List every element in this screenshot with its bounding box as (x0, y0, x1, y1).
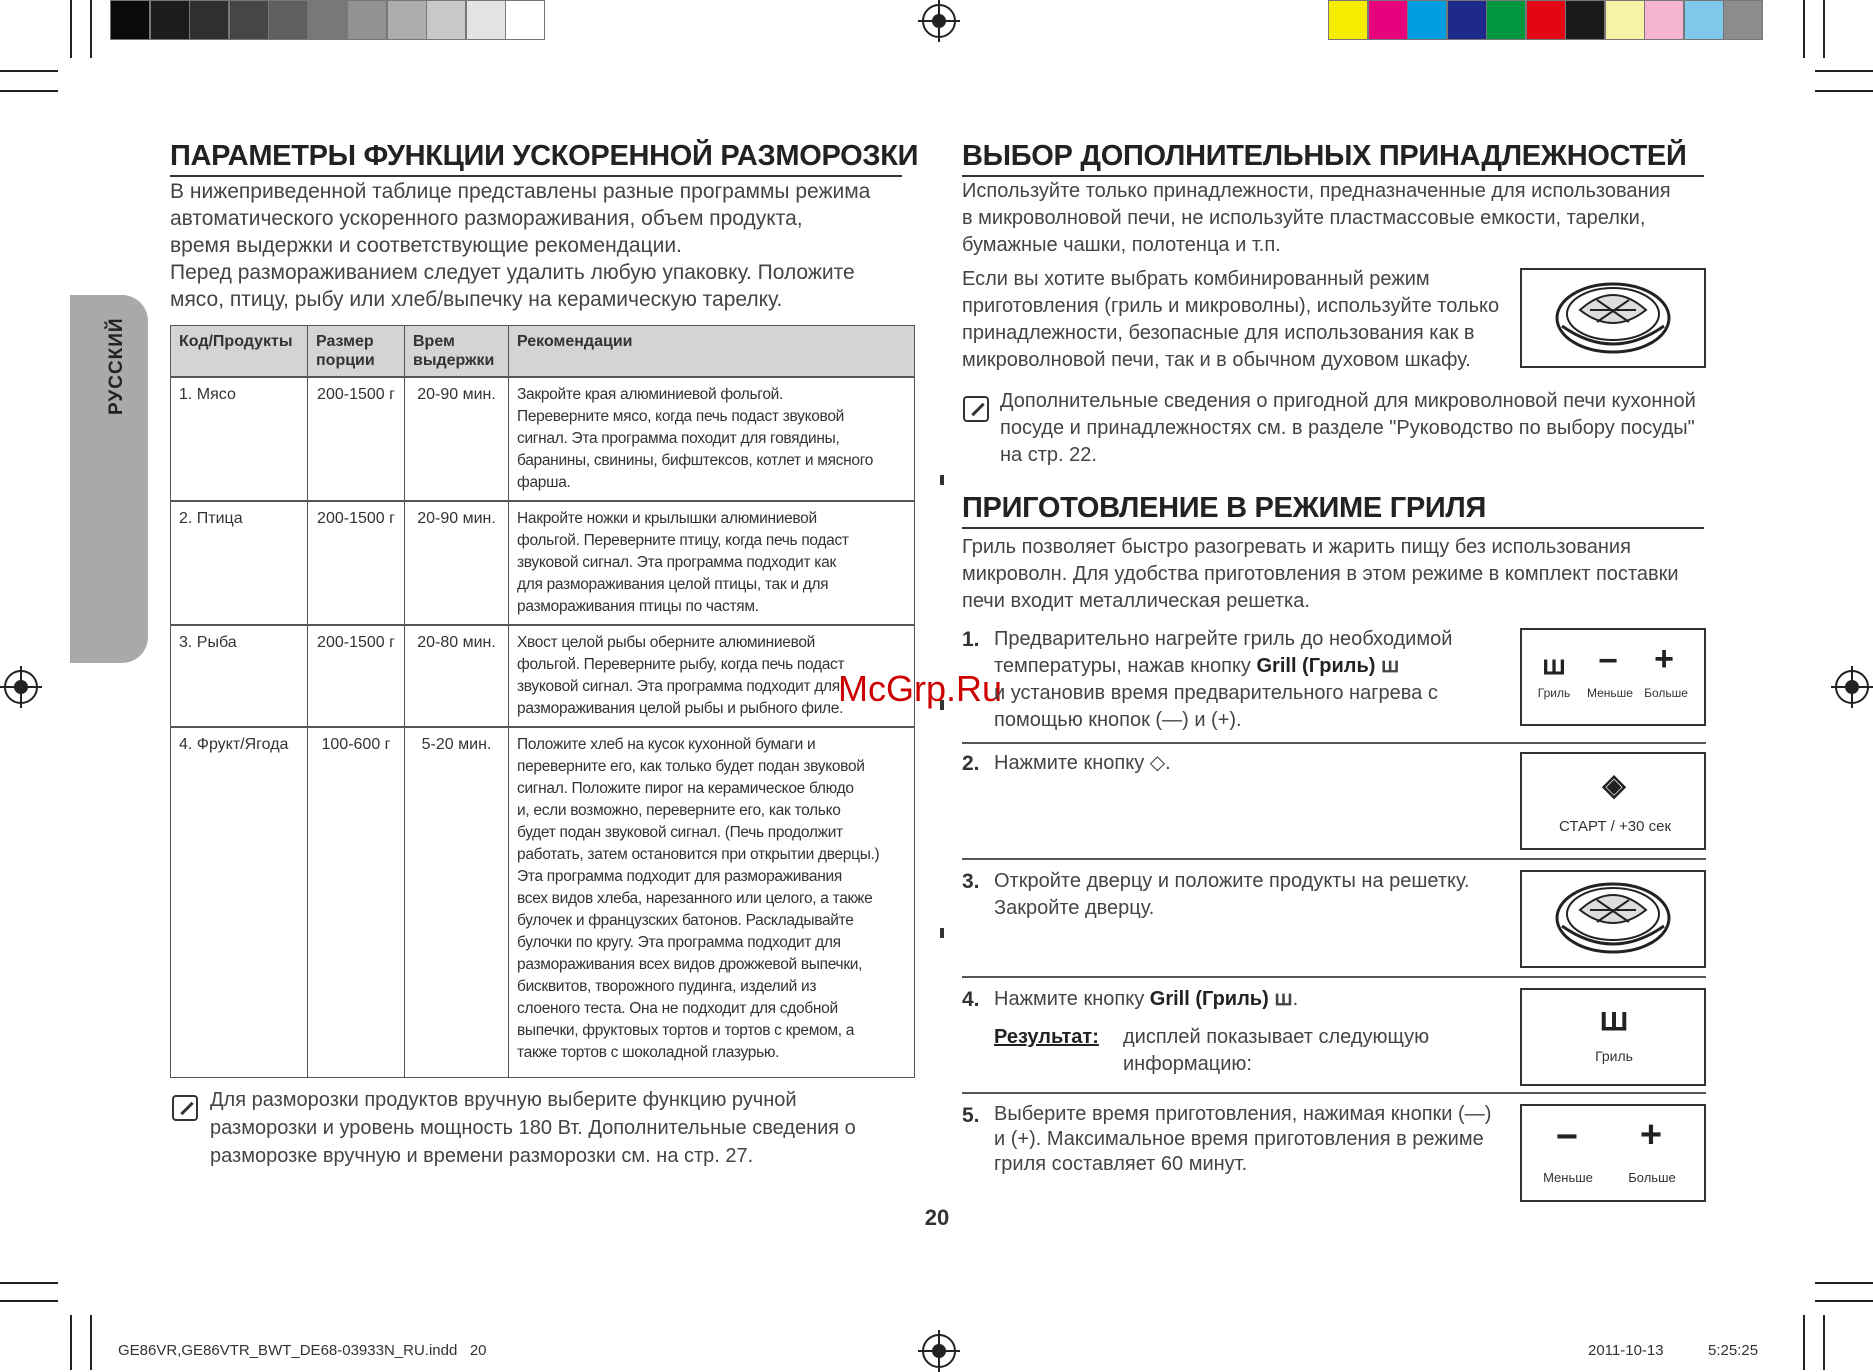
accessories-p2: Если вы хотите выбрать комбинированный режим приготовления (гриль и микроволны), используйте только принадлежности, безопасные для использования как в микроволновой печи, так и в обычном духовом шкафу. (962, 268, 1500, 371)
table-row (171, 625, 915, 727)
rec-line: фольгой. Переверните птицу, когда печь подаст (517, 532, 849, 549)
crop-mark (90, 0, 92, 58)
table-row (171, 727, 915, 1077)
start-button-panel (1520, 752, 1706, 850)
cell-size: 200-1500 г (308, 501, 405, 625)
color-swatch (1605, 0, 1645, 40)
step-number: 2. (962, 752, 980, 775)
result-text: дисплей показывает следующую информацию: (1123, 1026, 1430, 1075)
time-buttons-panel (1520, 1104, 1706, 1202)
cell-recommendation (509, 377, 915, 501)
rec-line: также тортов с шоколадной глазурью. (517, 1044, 780, 1061)
cell-size: 200-1500 г (308, 377, 405, 501)
minus-icon[interactable]: − (1598, 642, 1618, 680)
crop-mark (1803, 1315, 1805, 1370)
grill-label: Гриль (1595, 1048, 1633, 1064)
rec-line: Закройте края алюминиевой фольгой. (517, 386, 784, 403)
rec-line: Хвост целой рыбы оберните алюминиевой (517, 634, 816, 651)
rec-line: и, если возможно, переверните его, как только (517, 802, 841, 819)
gray-swatch (229, 0, 269, 40)
note-icon (172, 1095, 198, 1121)
rec-line: размораживания птицы по частям. (517, 598, 759, 615)
rec-line: бисквитов, творожного пудинга, изделий из (517, 978, 817, 995)
divider-mark (940, 475, 944, 485)
footer-file: GE86VR,GE86VTR_BWT_DE68-03933N_RU.indd 20 (118, 1342, 487, 1359)
color-swatch (1328, 0, 1368, 40)
registration-mark-icon (922, 1334, 956, 1368)
step-number: 5. (962, 1104, 980, 1127)
registration-mark-icon (4, 670, 38, 704)
rec-line: слоеного теста. Она не подходит для сдобной (517, 1000, 838, 1017)
crop-mark (1803, 0, 1805, 58)
crop-mark (1815, 70, 1873, 72)
color-swatch (1723, 0, 1763, 40)
crop-mark (1823, 0, 1825, 58)
cell-code: 1. Мясо (171, 377, 308, 501)
step-5-text: Выберите время приготовления, нажимая кнопки (—) и (+). Максимальное время приготовления в режиме гриля составляет 60 минут. (994, 1103, 1492, 1175)
rec-line: Положите хлеб на кусок кухонной бумаги и (517, 736, 816, 753)
grill-icon[interactable]: ꟺ (1542, 650, 1566, 680)
gray-swatch (347, 0, 387, 40)
defrost-title: ПАРАМЕТРЫ ФУНКЦИИ УСКОРЕННОЙ РАЗМОРОЗКИ (170, 140, 902, 177)
watermark: McGrp.Ru (838, 668, 1003, 709)
divider-mark (940, 928, 944, 938)
language-label: РУССКИЙ (106, 317, 127, 415)
rec-line: переверните его, как только будет подан звуковой (517, 758, 865, 775)
dish-image-box (1520, 870, 1706, 968)
color-swatch (1447, 0, 1487, 40)
minus-icon[interactable]: − (1555, 1116, 1579, 1158)
rec-line: выпечки, фруктовых тортов и тортов с кремом, а (517, 1022, 855, 1039)
grill-icon: ꟺ (1599, 1001, 1629, 1037)
col-code: Код/Продукты (171, 326, 308, 378)
more-label: Больше (1628, 1170, 1676, 1185)
cell-time: 20-90 мин. (405, 377, 509, 501)
gray-swatch (150, 0, 190, 40)
cell-code: 2. Птица (171, 501, 308, 625)
grill-display-panel (1520, 988, 1706, 1086)
cell-code: 3. Рыба (171, 625, 308, 727)
step-number: 3. (962, 870, 980, 893)
crop-mark (0, 1282, 58, 1284)
accessories-note: Дополнительные сведения о пригодной для микроволновой печи кухонной посуде и принадлежностях см. в разделе "Руководство по выбору посуды" на стр. 22. (1000, 390, 1696, 466)
col-time: Врем выдержки (405, 326, 509, 378)
rec-line: размораживания целой рыбы и рыбного филе. (517, 700, 844, 717)
grill-buttons-panel (1520, 628, 1706, 726)
step-3-text: Откройте дверцу и положите продукты на решетку. Закройте дверцу. (994, 870, 1470, 919)
rec-line: булочки по кругу. Эта программа подходит для (517, 934, 841, 951)
cell-recommendation (509, 727, 915, 1077)
registration-mark-icon (922, 4, 956, 38)
accessories-title: ВЫБОР ДОПОЛНИТЕЛЬНЫХ ПРИНАДЛЕЖНОСТЕЙ (962, 140, 1704, 177)
footer-date: 2011-10-13 (1588, 1342, 1664, 1359)
less-label: Меньше (1543, 1170, 1593, 1185)
cell-size: 200-1500 г (308, 625, 405, 727)
dish-icon (1522, 270, 1704, 366)
gray-swatch (189, 0, 229, 40)
step-number: 4. (962, 988, 980, 1011)
step-2-text: Нажмите кнопку ◇. (994, 752, 1171, 774)
gray-swatch (308, 0, 348, 40)
crop-mark (1815, 1300, 1873, 1302)
gray-swatch (268, 0, 308, 40)
rec-line: Переверните мясо, когда печь подаст звуковой (517, 408, 844, 425)
rec-line: сигнал. Положите пирог на керамическое блюдо (517, 780, 854, 797)
rec-line: звуковой сигнал. Эта программа подходит как (517, 554, 836, 571)
start-label: СТАРТ / +30 сек (1558, 818, 1672, 835)
crop-mark (70, 0, 72, 58)
color-swatch (1684, 0, 1724, 40)
footer-time: 5:25:25 (1708, 1342, 1759, 1359)
note-icon (963, 396, 989, 422)
page-number: 20 (924, 1205, 950, 1230)
color-swatch (1407, 0, 1447, 40)
color-swatch (1368, 0, 1408, 40)
step-divider (962, 858, 1706, 860)
rec-line: фарша. (517, 474, 571, 491)
gray-swatch (387, 0, 427, 40)
step-number: 1. (962, 628, 980, 651)
gray-swatch (110, 0, 150, 40)
color-swatch (1486, 0, 1526, 40)
step-divider (962, 1092, 1706, 1094)
color-swatch (1644, 0, 1684, 40)
rec-line: Эта программа подходит для размораживания (517, 868, 842, 885)
cell-time: 5-20 мин. (405, 727, 509, 1077)
crop-mark (1815, 1282, 1873, 1284)
cell-time: 20-90 мин. (405, 501, 509, 625)
plus-icon[interactable]: + (1639, 1114, 1663, 1156)
crop-mark (1823, 1315, 1825, 1370)
rec-line: сигнал. Эта программа походит для говядины, (517, 430, 840, 447)
gray-swatch (426, 0, 466, 40)
defrost-note: Для разморозки продуктов вручную выберите функцию ручной разморозки и уровень мощность 180 Вт. Дополнительные сведения о разморозке вручную и времени разморозки см. на стр. 27. (210, 1089, 856, 1167)
crop-mark (0, 90, 58, 92)
color-swatch (1565, 0, 1605, 40)
gray-swatch (466, 0, 506, 40)
col-size: Размер порции (308, 326, 405, 378)
step-1-text: Предварительно нагрейте гриль до необходимой температуры, нажав кнопку Grill (Гриль) ꟺ и установив время предварительного нагрева с помощью кнопок (—) и (+). (994, 628, 1453, 731)
more-label: Больше (1644, 686, 1688, 700)
cell-size: 100-600 г (308, 727, 405, 1077)
less-label: Меньше (1587, 686, 1633, 700)
crop-mark (1815, 90, 1873, 92)
table-row (171, 377, 915, 501)
gray-swatch (505, 0, 545, 40)
rec-line: для размораживания целой птицы, так и для (517, 576, 829, 593)
accessories-p1: Используйте только принадлежности, предназначенные для использования в микроволновой печи, не используйте пластмассовые емкости, тарелки, бумажные чашки, полотенца и т.п. (962, 180, 1671, 256)
table-header-row (171, 326, 915, 378)
table-row (171, 501, 915, 625)
rec-line: будет подан звуковой сигнал. (Печь продолжит (517, 824, 843, 841)
step-divider (962, 976, 1706, 978)
rec-line: баранины, свинины, бифштексов, котлет и мясного (517, 452, 874, 469)
result-label: Результат: (994, 1026, 1099, 1048)
defrost-intro: В нижеприведенной таблице представлены разные программы режима автоматического ускоренного размораживания, объем продукта, время выдержки и соответствующие рекомендации. Перед размораживанием следует удалить любую упаковку. Положите мясо, птицу, рыбу или хлеб/выпечку на керамическую тарелку. (170, 180, 871, 311)
start-icon[interactable]: ◈ (1602, 769, 1626, 802)
step-4-text: Нажмите кнопку Grill (Гриль) ꟺ. (994, 988, 1299, 1010)
rec-line: фольгой. Переверните рыбу, когда печь подаст (517, 656, 845, 673)
defrost-table (170, 325, 915, 1078)
step-divider (962, 742, 1706, 744)
rec-line: размораживания всех видов дрожжевой выпечки, (517, 956, 863, 973)
rec-line: булочек и французских батонов. Раскладывайте (517, 912, 854, 929)
color-swatch (1526, 0, 1566, 40)
crop-mark (70, 1315, 72, 1370)
grill-title: ПРИГОТОВЛЕНИЕ В РЕЖИМЕ ГРИЛЯ (962, 492, 1704, 529)
grill-label: Гриль (1537, 686, 1571, 700)
cell-recommendation (509, 501, 915, 625)
crop-mark (90, 1315, 92, 1370)
dish-image-box (1520, 268, 1706, 368)
cell-time: 20-80 мин. (405, 625, 509, 727)
rec-line: всех видов хлеба, нарезанного или целого, а также (517, 890, 873, 907)
grill-intro: Гриль позволяет быстро разогревать и жарить пищу без использования микроволн. Для удобства приготовления в этом режиме в комплект поставки печи входит металлическая решетка. (962, 536, 1679, 612)
cell-code: 4. Фрукт/Ягода (171, 727, 308, 1077)
crop-mark (0, 1300, 58, 1302)
rec-line: Накройте ножки и крылышки алюминиевой (517, 510, 817, 527)
registration-mark-icon (1835, 670, 1869, 704)
rec-line: звуковой сигнал. Эта программа подходит для (517, 678, 840, 695)
rec-line: работать, затем остановится при открытии дверцы.) (517, 846, 880, 863)
col-rec: Рекомендации (509, 326, 915, 378)
dish-icon (1522, 872, 1704, 966)
plus-icon[interactable]: + (1654, 640, 1674, 678)
crop-mark (0, 70, 58, 72)
